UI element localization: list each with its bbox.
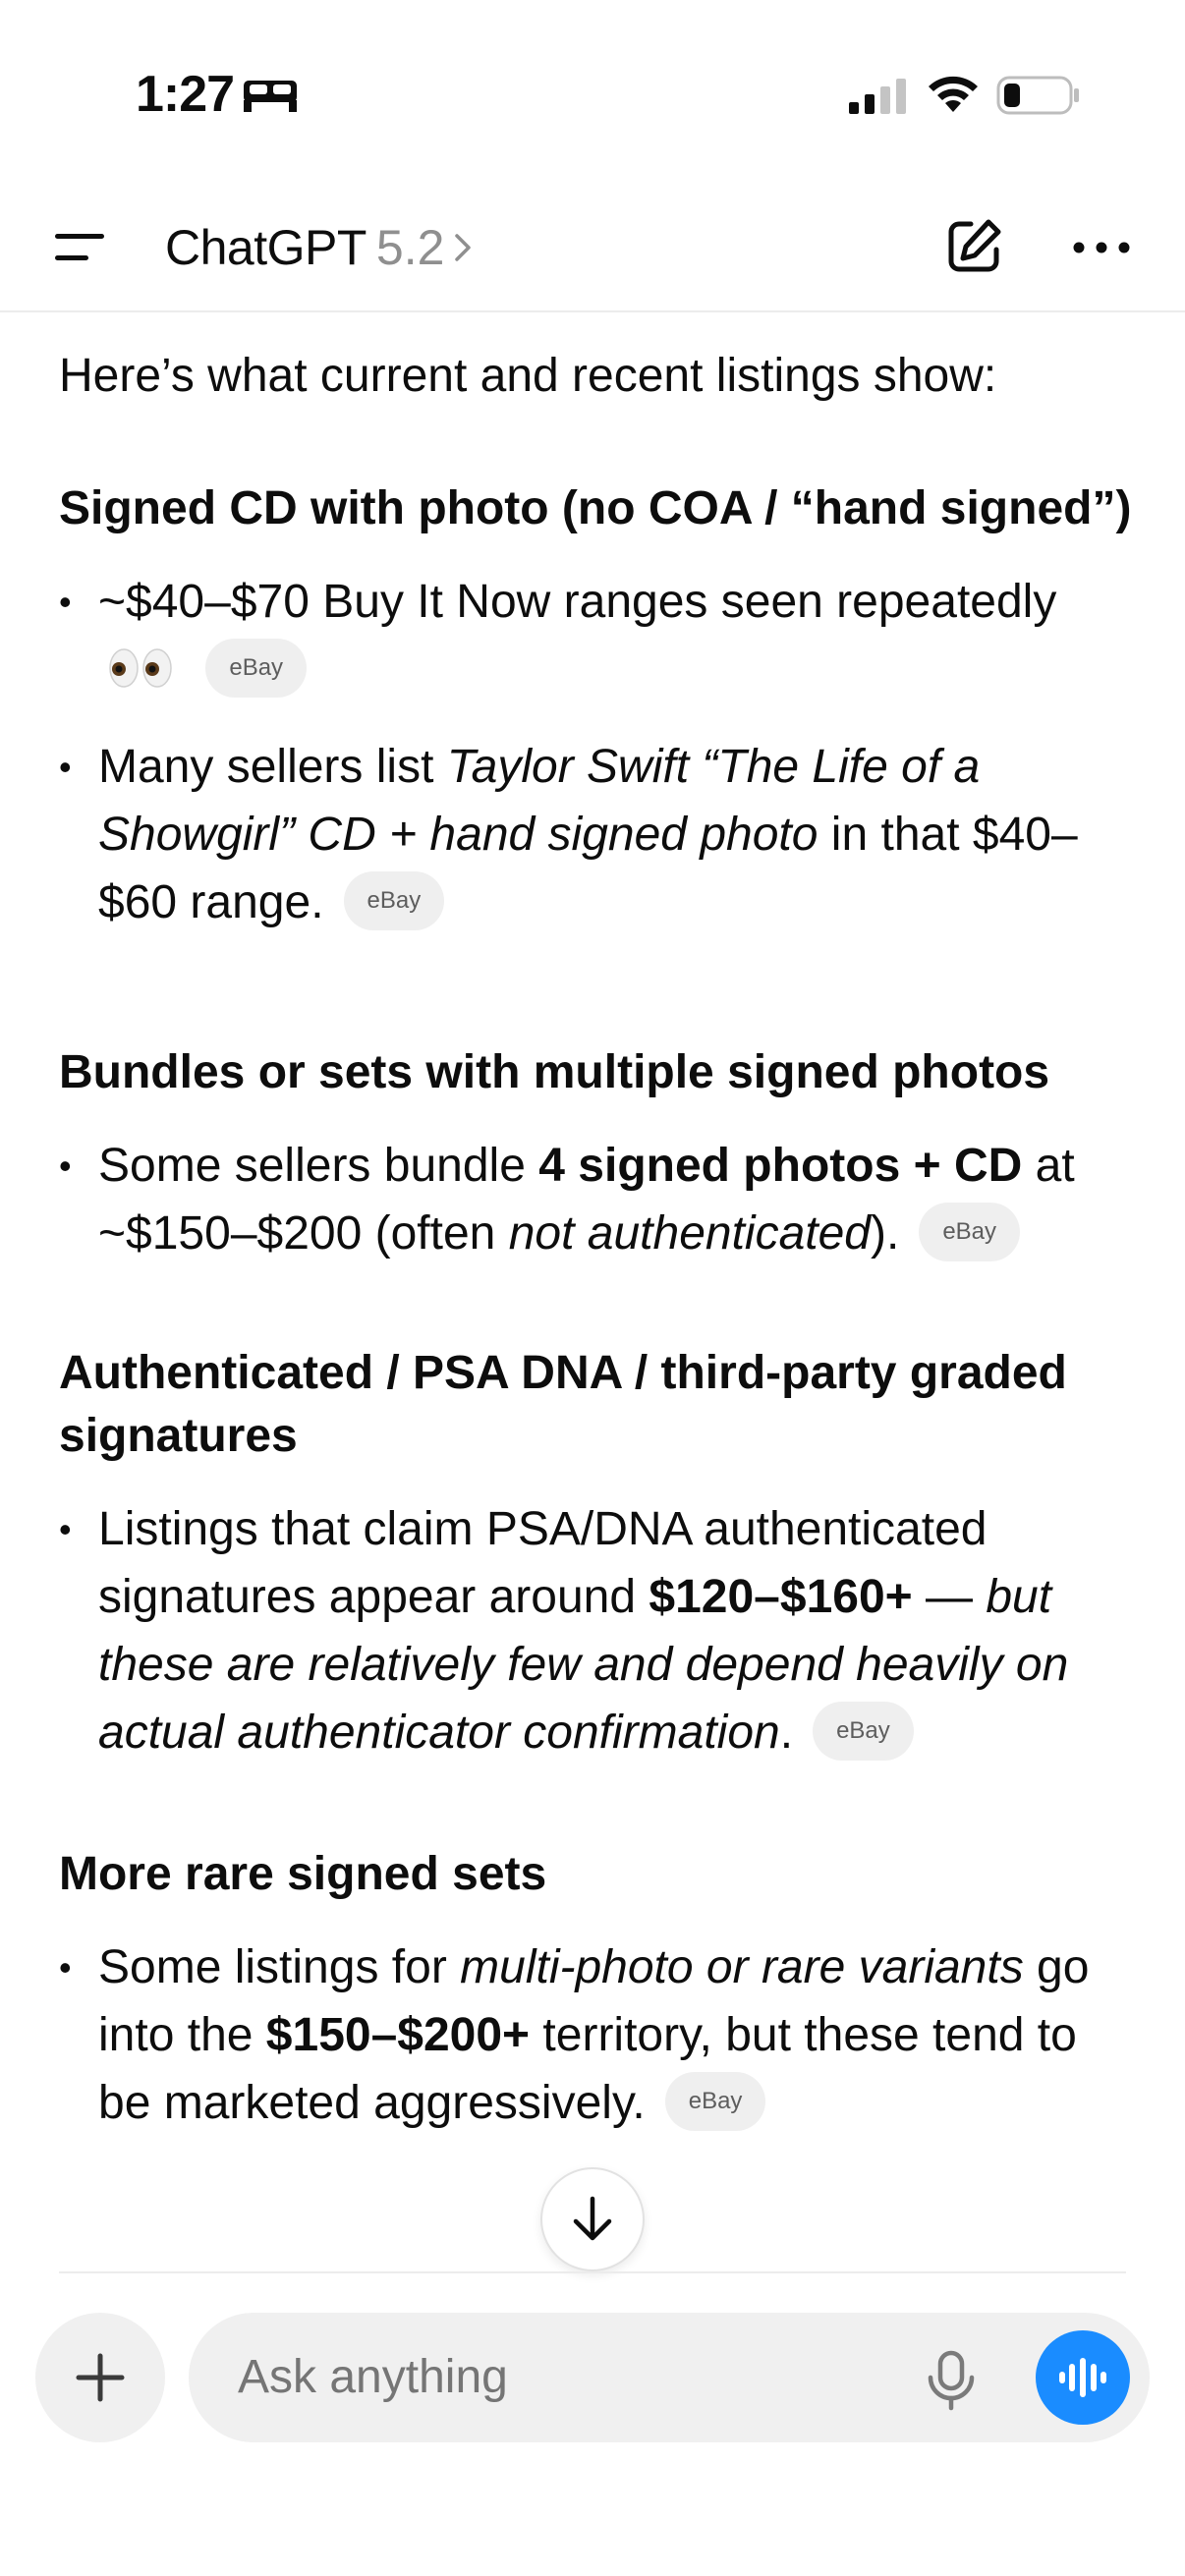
list-item: • Listings that claim PSA/DNA authenticated signatures appear around $120–$160+ — but these are relatively few and depend heavily on actual authenticator confirmation. eBay [59,1495,1140,1766]
list-item: • Many sellers list Taylor Swift “The Life of a Showgirl” CD + hand signed photo in that $40–$60 range. eBay [59,733,1140,936]
section-authenticated [59,1342,1140,1796]
microphone-icon[interactable] [924,2350,979,2411]
voice-mode-button[interactable] [1036,2330,1130,2425]
more-icon[interactable] [1071,230,1132,265]
list-item: • Some sellers bundle 4 signed photos + CD at ~$150–$200 (often not authenticated). eBay [59,1132,1140,1267]
model-selector[interactable] [165,216,476,279]
status-bar [0,0,1185,187]
battery-icon [996,75,1081,116]
list-item: • ~$40–$70 Buy It Now ranges seen repeatedly eBay [59,568,1140,703]
cellular-signal-icon [847,77,908,116]
section-bundles [59,1041,1140,1297]
section-heading: More rare signed sets [59,1848,547,1900]
source-pill-ebay[interactable]: eBay [205,639,307,698]
arrow-down-icon [570,2195,615,2244]
compose-icon[interactable] [943,216,1004,277]
app-title: ChatGPT [165,220,367,275]
plus-icon [75,2352,126,2403]
source-pill-ebay[interactable]: eBay [919,1203,1020,1261]
chat-header [0,187,1185,312]
section-rare-sets [59,1843,1140,2166]
wifi-icon [926,73,981,116]
section-heading: Bundles or sets with multiple signed photos [59,1046,1050,1098]
voice-mode-icon [1057,2356,1108,2399]
source-pill-ebay[interactable]: eBay [344,871,445,930]
chat-message [0,312,1185,2271]
status-time: 1:27 [136,66,235,123]
section-heading: Signed CD with photo (no COA / “hand signed”) [59,482,1132,534]
section-heading: Authenticated / PSA DNA / third-party graded signatures [59,1347,1067,1462]
list-item: • Some listings for multi-photo or rare variants go into the $150–$200+ territory, but these tend to be marketed aggressively. eBay [59,1933,1140,2137]
divider [59,2271,1126,2273]
composer [189,2313,1150,2442]
menu-icon[interactable] [51,228,110,267]
scroll-to-bottom-button[interactable] [540,2167,645,2271]
model-version: 5.2 [375,220,445,275]
message-input[interactable] [238,2313,876,2442]
add-attachment-button[interactable] [35,2313,165,2442]
source-pill-ebay[interactable]: eBay [665,2072,766,2131]
section-signed-cd [59,477,1140,966]
chevron-right-icon [450,230,476,265]
bed-icon [242,77,299,114]
eyes-emoji-icon [108,647,173,689]
message-intro: Here’s what current and recent listings show: [59,350,997,402]
source-pill-ebay[interactable]: eBay [813,1702,914,1761]
